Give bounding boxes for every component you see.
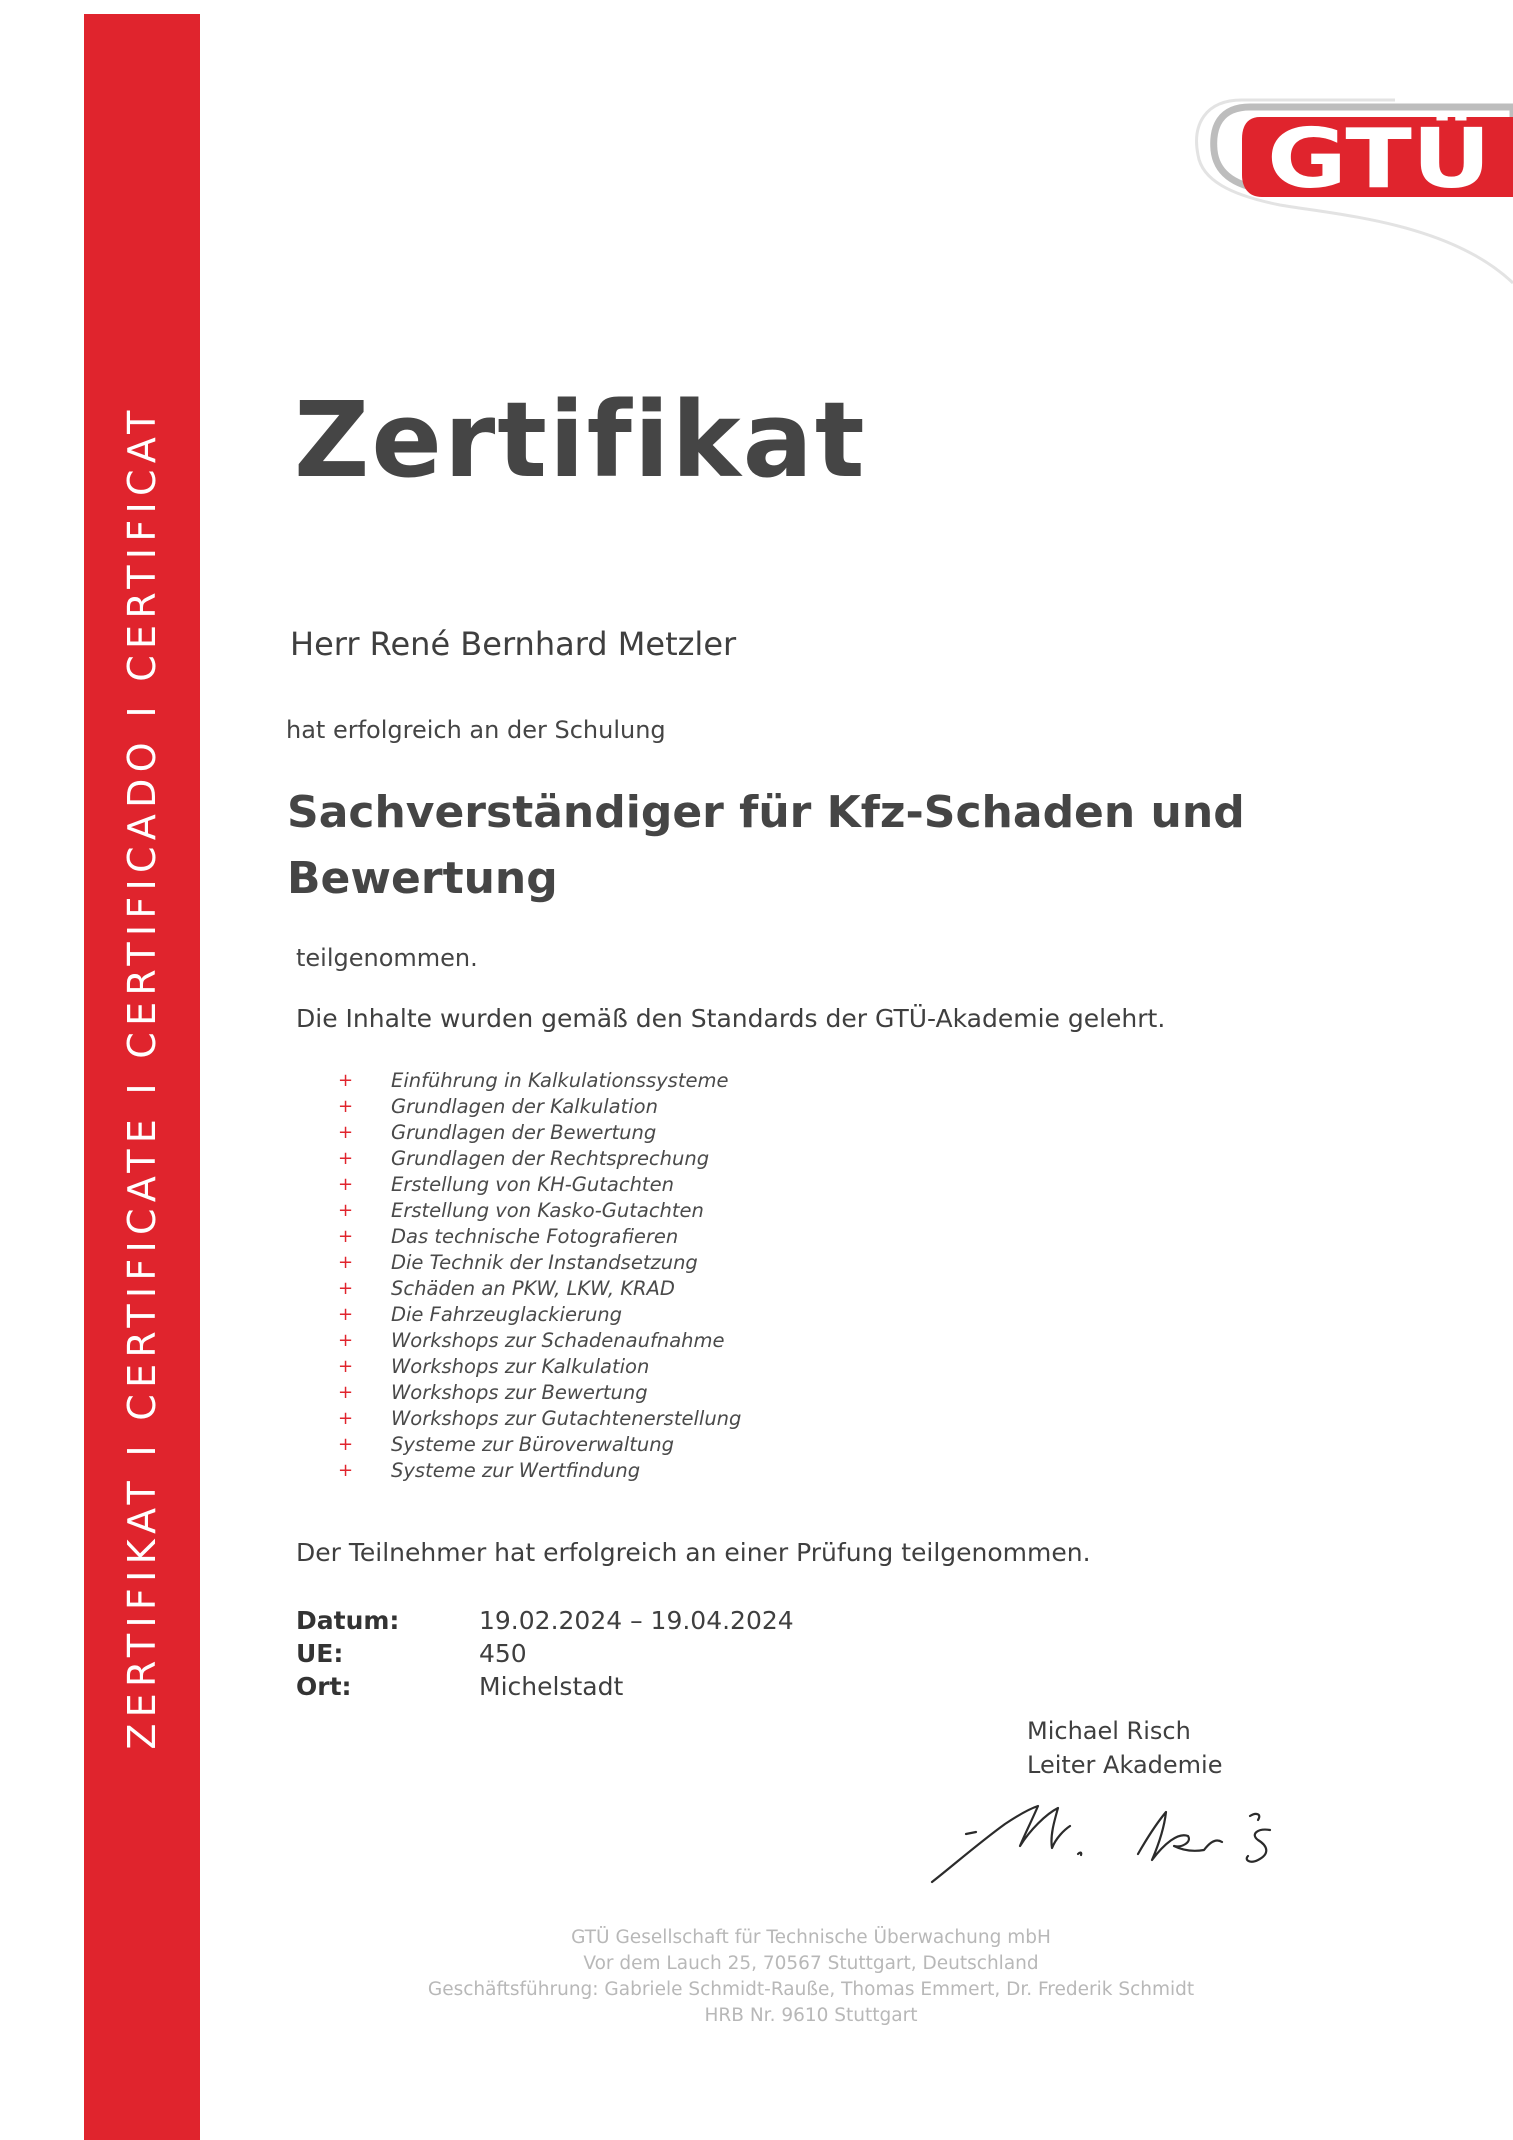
footer bbox=[236, 1925, 1386, 2029]
footer-register: HRB Nr. 9610 Stuttgart bbox=[704, 2005, 918, 2026]
topic-item bbox=[338, 1172, 741, 1198]
topic-label: Systeme zur Wertfindung bbox=[391, 1459, 641, 1482]
plus-icon: + bbox=[338, 1148, 354, 1169]
topic-item bbox=[338, 1302, 741, 1328]
recipient-name: Herr René Bernhard Metzler bbox=[290, 625, 737, 663]
topic-label: Die Technik der Instandsetzung bbox=[391, 1251, 698, 1274]
ue-value: 450 bbox=[479, 1639, 527, 1668]
place-label: Ort: bbox=[296, 1672, 352, 1701]
handwritten-signature bbox=[920, 1780, 1300, 1890]
logo-text: GTÜ bbox=[1267, 112, 1456, 207]
plus-icon: + bbox=[338, 1174, 354, 1195]
intro-text: hat erfolgreich an der Schulung bbox=[286, 716, 666, 744]
topic-item bbox=[338, 1354, 741, 1380]
topic-label: Systeme zur Büroverwaltung bbox=[391, 1433, 675, 1456]
plus-icon: + bbox=[338, 1330, 354, 1351]
topic-item bbox=[338, 1276, 741, 1302]
topic-label: Workshops zur Gutachtenerstellung bbox=[391, 1407, 742, 1430]
topic-item bbox=[338, 1432, 741, 1458]
topic-label: Die Fahrzeuglackierung bbox=[391, 1303, 623, 1326]
topic-item bbox=[338, 1458, 741, 1484]
topic-item bbox=[338, 1120, 741, 1146]
footer-address: Vor dem Lauch 25, 70567 Stuttgart, Deutschland bbox=[583, 1953, 1039, 1974]
topic-label: Schäden an PKW, LKW, KRAD bbox=[391, 1277, 675, 1300]
details-block bbox=[296, 1604, 794, 1703]
topic-item bbox=[338, 1224, 741, 1250]
participated-text: teilgenommen. bbox=[296, 944, 478, 972]
footer-management: Geschäftsführung: Gabriele Schmidt-Raußе, Thomas Emmert, Dr. Frederik Schmidt bbox=[427, 1979, 1195, 2000]
date-row bbox=[296, 1604, 794, 1637]
plus-icon: + bbox=[338, 1070, 354, 1091]
topic-item bbox=[338, 1094, 741, 1120]
topic-item bbox=[338, 1146, 741, 1172]
ue-label: UE: bbox=[296, 1639, 344, 1668]
place-value: Michelstadt bbox=[479, 1672, 624, 1701]
standards-text: Die Inhalte wurden gemäß den Standards der GTÜ-Akademie gelehrt. bbox=[296, 1004, 1166, 1033]
topic-label: Workshops zur Bewertung bbox=[391, 1381, 648, 1404]
plus-icon: + bbox=[338, 1122, 354, 1143]
course-title: Sachverständiger für Kfz-Schaden und Bewertung bbox=[287, 787, 1245, 904]
place-row bbox=[296, 1670, 794, 1703]
plus-icon: + bbox=[338, 1408, 354, 1429]
plus-icon: + bbox=[338, 1278, 354, 1299]
signer-name: Michael Risch bbox=[1027, 1717, 1191, 1745]
plus-icon: + bbox=[338, 1200, 354, 1221]
side-band-text: ZERTIFIKAT I CERTIFICATE I CERTIFICADO I CERTIFICAT bbox=[120, 404, 164, 1750]
date-label: Datum: bbox=[296, 1606, 400, 1635]
topic-label: Erstellung von Kasko-Gutachten bbox=[391, 1199, 704, 1222]
exam-text: Der Teilnehmer hat erfolgreich an einer Prüfung teilgenommen. bbox=[296, 1538, 1091, 1567]
ue-row bbox=[296, 1637, 794, 1670]
topic-label: Das technische Fotografieren bbox=[391, 1225, 679, 1248]
topic-item bbox=[338, 1250, 741, 1276]
plus-icon: + bbox=[338, 1096, 354, 1117]
plus-icon: + bbox=[338, 1460, 354, 1481]
topic-label: Grundlagen der Rechtsprechung bbox=[391, 1147, 710, 1170]
topic-item bbox=[338, 1328, 741, 1354]
signer-block bbox=[1027, 1714, 1222, 1782]
plus-icon: + bbox=[338, 1226, 354, 1247]
topic-label: Einführung in Kalkulationssysteme bbox=[391, 1069, 729, 1092]
footer-company: GTÜ Gesellschaft für Technische Überwachung mbH bbox=[571, 1927, 1051, 1948]
topic-item bbox=[338, 1406, 741, 1432]
plus-icon: + bbox=[338, 1382, 354, 1403]
topic-label: Workshops zur Kalkulation bbox=[391, 1355, 650, 1378]
topic-item bbox=[338, 1380, 741, 1406]
topic-label: Workshops zur Schadenaufnahme bbox=[391, 1329, 725, 1352]
topic-label: Grundlagen der Bewertung bbox=[391, 1121, 657, 1144]
plus-icon: + bbox=[338, 1252, 354, 1273]
topic-label: Grundlagen der Kalkulation bbox=[391, 1095, 658, 1118]
signer-role: Leiter Akademie bbox=[1027, 1751, 1223, 1779]
topic-list bbox=[338, 1068, 741, 1484]
date-value: 19.02.2024 – 19.04.2024 bbox=[479, 1606, 794, 1635]
plus-icon: + bbox=[338, 1304, 354, 1325]
plus-icon: + bbox=[338, 1356, 354, 1377]
topic-item bbox=[338, 1198, 741, 1224]
gtue-logo bbox=[1190, 95, 1513, 295]
plus-icon: + bbox=[338, 1434, 354, 1455]
topic-label: Erstellung von KH-Gutachten bbox=[391, 1173, 674, 1196]
page-title: Zertifikat bbox=[294, 379, 867, 501]
topic-item bbox=[338, 1068, 741, 1094]
